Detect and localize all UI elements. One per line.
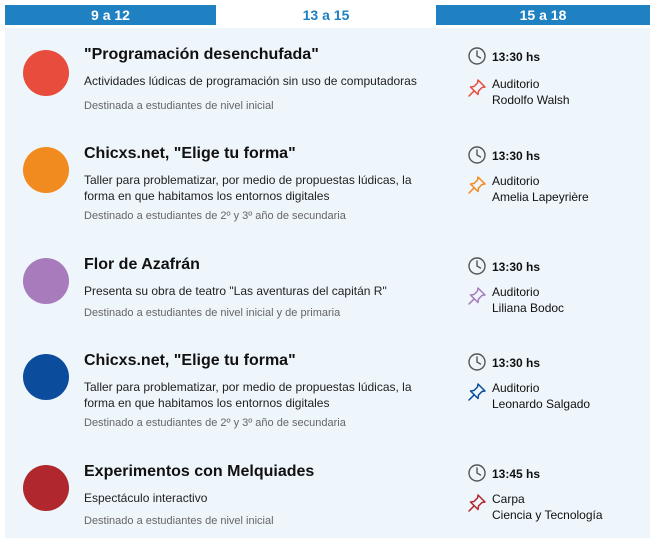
location-room: Rodolfo Walsh [492, 93, 570, 107]
pushpin-icon [467, 78, 487, 98]
event-description: Espectáculo interactivo [84, 491, 208, 505]
event-audience: Destinado a estudiantes de 2º y 3º año de secundaria [84, 210, 346, 222]
location-building: Auditorio [492, 285, 540, 299]
tab-9-a-12[interactable]: 9 a 12 [5, 5, 216, 25]
event-description: Actividades lúdicas de programación sin uso de computadoras [84, 74, 417, 88]
event-title: Chicxs.net, "Elige tu forma" [84, 352, 296, 369]
pushpin-icon [467, 493, 487, 513]
event-description: Presenta su obra de teatro "Las aventuras del capitán R" [84, 284, 387, 298]
location-building: Auditorio [492, 381, 540, 395]
clock-icon [467, 463, 487, 483]
tab-15-a-18[interactable]: 15 a 18 [436, 5, 650, 25]
event-color-dot [23, 147, 69, 193]
event-description: Taller para problematizar, por medio de propuestas lúdicas, la forma en que habitamos los entornos digitales [84, 380, 412, 410]
location-room: Amelia Lapeyrière [492, 190, 589, 204]
event-location [492, 173, 589, 205]
event-title: Flor de Azafrán [84, 256, 200, 273]
clock-icon [467, 145, 487, 165]
tab-13-a-15[interactable]: 13 a 15 [216, 5, 436, 25]
location-room: Ciencia y Tecnología [492, 508, 603, 522]
event-color-dot [23, 465, 69, 511]
time-tabs [0, 0, 654, 28]
schedule-panel [5, 28, 650, 538]
event-audience: Destinado a estudiantes de nivel inicial y de primaria [84, 307, 341, 319]
event-description: Taller para problematizar, por medio de propuestas lúdicas, la forma en que habitamos los entornos digitales [84, 173, 412, 203]
clock-icon [467, 46, 487, 66]
location-building: Auditorio [492, 174, 540, 188]
clock-icon [467, 256, 487, 276]
event-time: 13:30 hs [492, 356, 541, 370]
event-time: 13:30 hs [492, 260, 541, 274]
location-room: Leonardo Salgado [492, 397, 591, 411]
event-location [492, 76, 570, 108]
event-audience: Destinado a estudiantes de 2º y 3º año de secundaria [84, 417, 346, 429]
event-location [492, 491, 603, 523]
pushpin-icon [467, 175, 487, 195]
event-color-dot [23, 50, 69, 96]
event-title: "Programación desenchufada" [84, 46, 319, 63]
event-location [492, 380, 590, 412]
event-title: Chicxs.net, "Elige tu forma" [84, 145, 296, 162]
event-audience: Destinada a estudiantes de nivel inicial [84, 100, 274, 112]
event-title: Experimentos con Melquiades [84, 463, 315, 480]
clock-icon [467, 352, 487, 372]
pushpin-icon [467, 286, 487, 306]
event-audience: Destinado a estudiantes de nivel inicial [84, 515, 274, 527]
location-room: Liliana Bodoc [492, 301, 565, 315]
event-time: 13:30 hs [492, 50, 541, 64]
event-color-dot [23, 258, 69, 304]
event-time: 13:45 hs [492, 467, 541, 481]
pushpin-icon [467, 382, 487, 402]
location-building: Carpa [492, 492, 525, 506]
event-time: 13:30 hs [492, 149, 541, 163]
event-color-dot [23, 354, 69, 400]
event-location [492, 284, 564, 316]
location-building: Auditorio [492, 77, 540, 91]
